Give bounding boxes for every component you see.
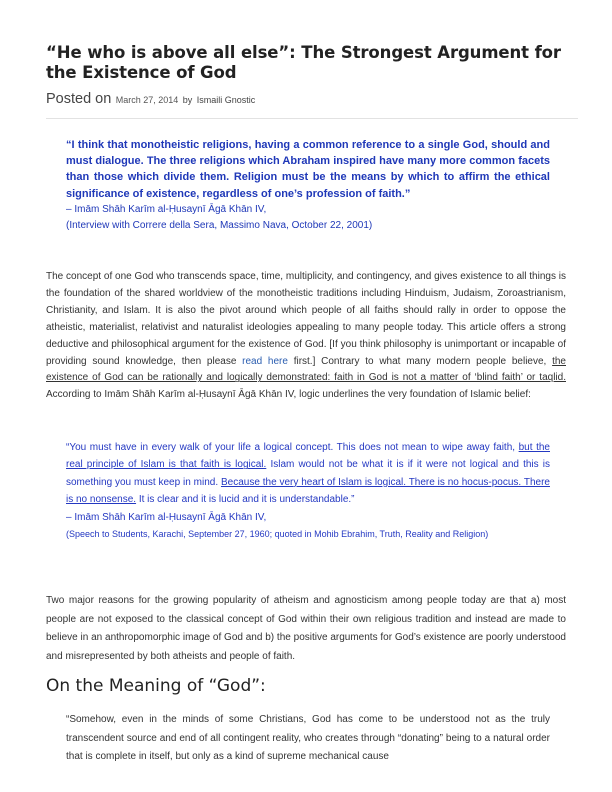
quote-text: “I think that monotheistic religions, having a common reference to a single God, should and must dialogue. The three religions which Abraham inspired have many more common facets than those which divide them. Religion must be the means by which to affirm the ethical significance of existence, regardless of one’s profession of faith.” (66, 139, 550, 200)
quote-part: “You must have in every walk of your life a logical concept. This does not mean to wipe away faith, (66, 442, 519, 453)
quote-part: It is clear and it is lucid and it is understandable.” (136, 494, 355, 506)
quote-attribution-name: – Imām Shāh Karīm al-Ḥusaynī Āgā Khān IV, (66, 203, 267, 215)
reasons-paragraph: Two major reasons for the growing popularity of atheism and agnosticism among people today are that a) most people are not exposed to the classical concept of God within their own religious tradition and instead are made to believe in an anthropomorphic image of God and b) the positive arguments for God’s existence are poorly understood and misrepresented by both atheists and people of faith. (46, 595, 566, 662)
posted-label: Posted on (46, 91, 112, 107)
post-meta (46, 90, 255, 108)
intro-text-3: According to Imām Shāh Karīm al-Ḥusaynī Āgā Khān IV, logic underlines the very foundation of Islamic belief: (46, 389, 531, 401)
intro-paragraph (46, 269, 566, 404)
blockquote-aga-khan-interview (66, 137, 550, 234)
blockquote-logic-speech (66, 439, 550, 544)
quote-part: Islam would not be what it is if it were not logical and this is something you must keep in mind. (66, 459, 550, 488)
intro-text-1: The concept of one God who transcends space, time, multiplicity, and contingency, and gives existence to all things is the foundation of the shared worldview of the monotheistic traditions including Hinduism, Judaism, Zoroastrianism, Christianity, and Islam. It is also the pivot around which people of all faiths should rally in order to oppose the atheistic, materialist, relativist and naturalist ideologies appealing to many people today. This article offers a strong deductive and philosophical argument for the existence of God. [If you think philosophy is unimportant or incapable of providing sound knowledge, then please (46, 271, 566, 367)
post-date[interactable]: March 27, 2014 (115, 95, 179, 105)
quote-underline-2: Because the very heart of Islam is logical. There is no hocus-pocus. There is no nonsense. (66, 476, 550, 506)
title-divider (46, 118, 578, 119)
article-title: “He who is above all else”: The Strongest Argument for the Existence of God (46, 43, 561, 82)
read-here-link[interactable]: read here (242, 355, 288, 367)
quote-underline-1: but the real principle of Islam is that faith is logical. (66, 442, 550, 471)
quote-attribution-source: (Speech to Students, Karachi, September 27, 1960; quoted in Mohib Ebrahim, Truth, Reality and Religion) (66, 529, 489, 540)
quote-attribution-source: (Interview with Correre della Sera, Massimo Nava, October 22, 2001) (66, 220, 373, 232)
section-heading: On the Meaning of “God”: (46, 676, 266, 696)
blockquote-meaning-of-god: “Somehow, even in the minds of some Christians, God has come to be understood not as the truly transcendent source and end of all contingent reality, who creates through “donating” being to a natural order that is complete in itself, but only as a kind of supreme mechanical cause (66, 714, 550, 763)
intro-text-2: first.] Contrary to what many modern people believe, (287, 355, 553, 367)
quote-attribution-name: – Imām Shāh Karīm al-Ḥusaynī Āgā Khān IV, (66, 511, 267, 523)
author-link[interactable]: Ismaili Gnostic (196, 95, 256, 105)
quote-text (66, 439, 550, 509)
by-label: by (182, 95, 193, 105)
intro-underlined-claim: the existence of God can be rationally and logically demonstrated: faith in God is not a matter of ‘blind faith’ or taqlid. (46, 355, 566, 384)
